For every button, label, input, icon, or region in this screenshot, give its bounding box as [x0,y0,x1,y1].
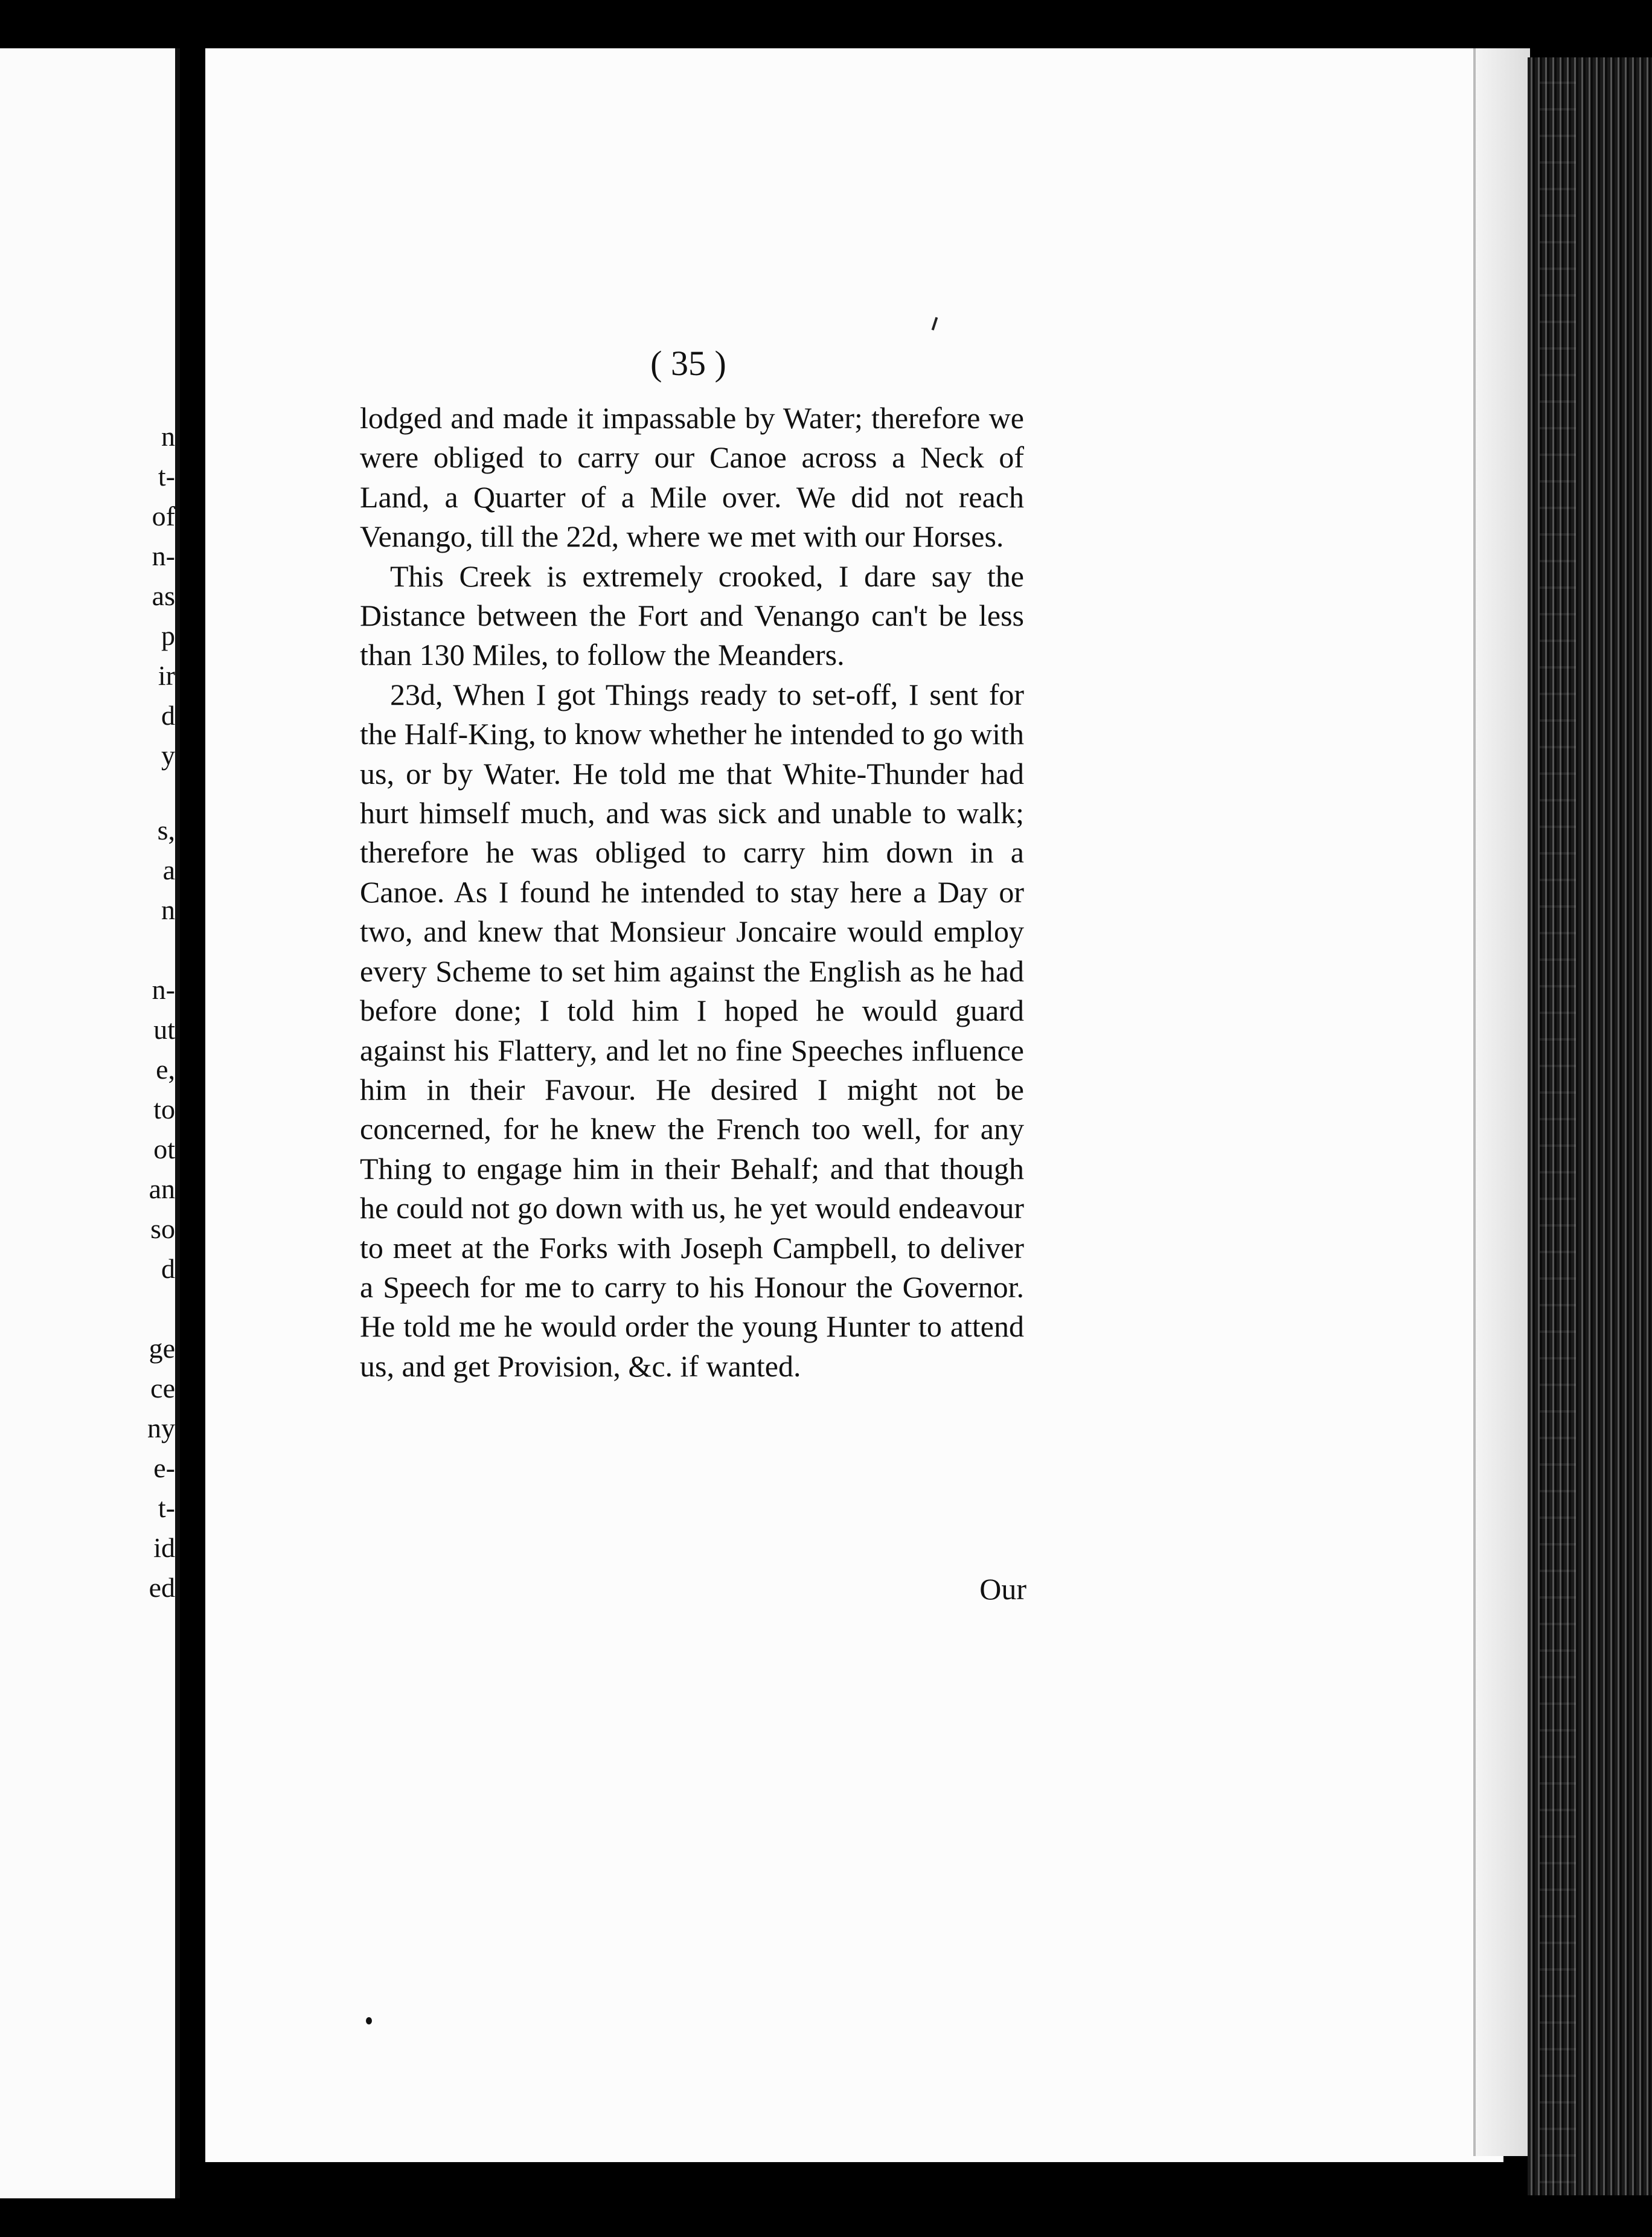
ink-speck [366,2017,372,2024]
scan-bottom-border [0,2198,1652,2237]
facing-fragment: p [161,620,175,651]
facing-fragment: a [162,855,175,885]
facing-fragment: n- [152,541,175,571]
catchword: Our [979,1572,1026,1606]
facing-fragment: e- [153,1452,175,1483]
facing-fragment: of [152,501,175,531]
facing-fragment: n [161,894,175,925]
facing-fragment: ot [153,1134,175,1164]
facing-fragment: ny [147,1413,175,1443]
paragraph: 23d, When I got Things ready to set-off, I sent for the Half-King, to know whether he intended to go with us, or by Water. He told me that White-Thunder had hurt himself much, and was sick and unable to walk; therefore he was obliged to carry him down in a Canoe. As I found he intended to stay here a Day or two, and knew that Monsieur Joncaire would employ every Scheme to set him against the English as he had before done; I told him I hoped he would guard against his Flattery, and let no fine Speeches influence him in their Favour. He desired I might not be concerned, for he knew the French too well, for any Thing to engage him in their Behalf; and that though he could not go down with us, he yet would endeavour to meet at the Forks with Joseph Campbell, to deliver a Speech for me to carry to his Honour the Governor. He told me he would order the young Hunter to attend us, and get Provision, &c. if wanted. [360,677,1024,1383]
paragraph: lodged and made it impassable by Water; therefore we were obliged to carry our Canoe across a Neck of Land, a Quarter of a Mile over. We did not reach Venango, till the 22d, where we met with our Horses. [360,401,1024,554]
facing-fragment: so [150,1213,175,1244]
facing-fragment: ce [150,1373,175,1404]
facing-page-edge [0,48,180,2198]
facing-fragment: to [153,1094,175,1125]
facing-fragment: s, [157,815,175,846]
facing-fragment: id [153,1532,175,1563]
page-stack-edge [1528,57,1652,2195]
scan-top-border [0,0,1652,45]
facing-fragment: ut [153,1014,175,1045]
facing-fragment: e, [156,1054,175,1085]
facing-fragment: d [161,1253,175,1284]
facing-fragment: as [152,580,175,611]
facing-fragment: t- [158,461,175,492]
facing-fragment: ge [149,1333,175,1364]
facing-fragment: ed [149,1572,175,1603]
page-number: ( 35 ) [650,344,726,383]
facing-fragment: n- [152,974,175,1005]
facing-fragment: an [149,1173,175,1204]
facing-fragment: y [161,740,175,771]
paragraph: This Creek is extremely crooked, I dare say the Distance between the Fort and Venango can't be less than 130 Miles, to follow the Meanders. [360,559,1024,672]
body-text [360,399,1024,1386]
facing-fragment: d [161,700,175,731]
page-deckle-edge [1473,48,1530,2156]
facing-fragment: ir [158,660,175,691]
facing-fragment: t- [158,1492,175,1523]
facing-fragment: n [161,421,175,452]
